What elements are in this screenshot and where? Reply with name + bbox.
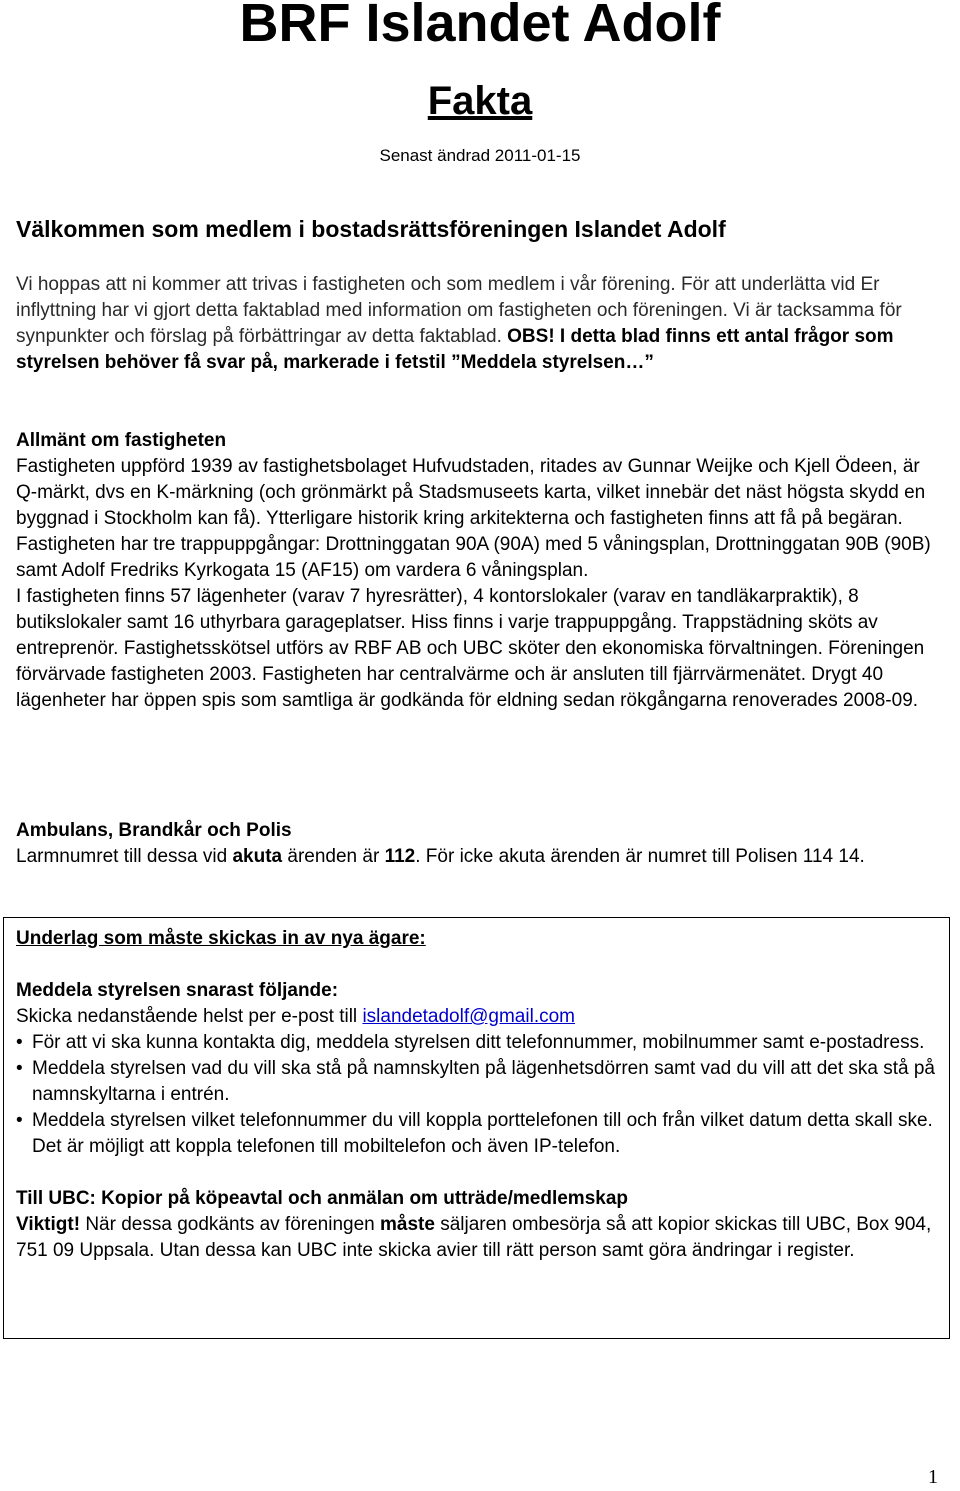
ubc-text-1: När dessa godkänts av föreningen — [80, 1214, 381, 1235]
page-number: 1 — [928, 1466, 938, 1488]
emergency-heading: Ambulans, Brandkår och Polis — [16, 820, 292, 841]
list-item — [16, 1056, 946, 1108]
intro-text: Vi hoppas att ni kommer att trivas i fastigheten och som medlem i vår förening. För att underlätta vid Er inflyttning har vi gjort detta faktablad med information om fastigheten och föreningen. Vi är tacksamma för synpunkter och förslag på förbättringar av detta faktablad. — [16, 274, 902, 347]
intro-obs-note: OBS! I detta blad finns ett antal frågor som styrelsen behöver få svar på, markerade i fetstil ”Meddela styrelsen…” — [16, 326, 894, 373]
general-heading: Allmänt om fastigheten — [16, 430, 227, 451]
box-heading: Underlag som måste skickas in av nya ägare: — [16, 928, 426, 949]
list-item — [16, 1108, 946, 1160]
general-paragraph-2: Fastigheten har tre trappuppgångar: Drottninggatan 90A (90A) med 5 våningsplan, Drottninggatan 90B (90B) samt Adolf Fredriks Kyrkogata 15 (AF15) om vardera 6 våningsplan. — [16, 534, 931, 581]
bullet-text: Meddela styrelsen vilket telefonnummer du vill koppla porttelefonen till och från vilket datum detta skall ske. Det är möjligt att koppla telefonen till mobiltelefon och även IP-telefon. — [32, 1110, 933, 1157]
intro-paragraph — [16, 272, 946, 376]
emergency-text-post: . För icke akuta ärenden är numret till Polisen 114 14. — [415, 846, 865, 867]
ubc-text-2: säljaren ombesörja så att kopior skickas till UBC, Box 904, 751 09 Uppsala. Utan dessa kan UBC inte skicka avier till rätt person samt göra ändringar i register. — [16, 1214, 932, 1261]
general-paragraph-3: I fastigheten finns 57 lägenheter (varav 7 hyresrätter), 4 kontorslokaler (varav en tandläkarpraktik), 8 butikslokaler samt 16 uthyrbara garageplatser. Hiss finns i varje trappuppgång. Trappstädning sköts av entreprenör. Fastighetsskötsel utförs av RBF AB och UBC sköter den ekonomiska förvaltningen. Föreningen förvärvade fastigheten 2003. Fastigheten har centralvärme och är ansluten till fjärrvärmenätet. Drygt 40 lägenheter har öppen spis som samtliga är godkända för eldning sedan rökgångarna renoverades 2008-09. — [16, 586, 925, 711]
document-subtitle: Fakta — [427, 79, 533, 123]
bullet-icon: • — [16, 1032, 23, 1053]
emergency-text-pre: Larmnumret till dessa vid — [16, 846, 233, 867]
bullet-text: Meddela styrelsen vad du vill ska stå på namnskylten på lägenhetsdörren samt vad du vill att det ska stå på namnskyltarna i entrén. — [32, 1058, 935, 1105]
ubc-heading: Till UBC: Kopior på köpeavtal och anmälan om utträde/medlemskap — [16, 1188, 629, 1209]
send-instruction — [16, 1004, 946, 1030]
emergency-acute: akuta — [232, 846, 283, 867]
bullet-text: För att vi ska kunna kontakta dig, meddela styrelsen ditt telefonnummer, mobilnummer samt e-postadress. — [32, 1032, 925, 1053]
ubc-text — [16, 1212, 946, 1264]
general-section — [16, 428, 946, 714]
ubc-must: måste — [380, 1214, 435, 1235]
last-updated-date: Senast ändrad 2011-01-15 — [379, 146, 581, 165]
bullet-icon: • — [16, 1058, 23, 1079]
emergency-text-mid: ärenden är — [282, 846, 385, 867]
list-item — [16, 1030, 946, 1056]
email-link[interactable]: islandetadolf@gmail.com — [362, 1006, 575, 1027]
general-paragraph-1: Fastigheten uppförd 1939 av fastighetsbolaget Hufvudstaden, ritades av Gunnar Weijke och Kjell Ödeen, är Q-märkt, dvs en K-märkning (och grönmärkt på Stadsmuseets karta, vilket innebär det näst högsta skydd en byggnad i Stockholm kan få). Ytterligare historik kring arkitekterna och fastigheten finns att få på begäran. — [16, 456, 926, 529]
ubc-important: Viktigt! — [16, 1214, 81, 1235]
document-title: BRF Islandet Adolf — [239, 0, 721, 53]
emergency-text — [16, 844, 946, 870]
welcome-heading: Välkommen som medlem i bostadsrättsföreningen Islandet Adolf — [16, 216, 726, 242]
notify-heading: Meddela styrelsen snarast följande: — [16, 980, 339, 1001]
emergency-number: 112 — [384, 846, 416, 867]
new-owner-box-content — [16, 926, 946, 1264]
emergency-section — [16, 818, 946, 870]
send-text: Skicka nedanstående helst per e-post till — [16, 1006, 363, 1027]
bullet-icon: • — [16, 1110, 23, 1131]
